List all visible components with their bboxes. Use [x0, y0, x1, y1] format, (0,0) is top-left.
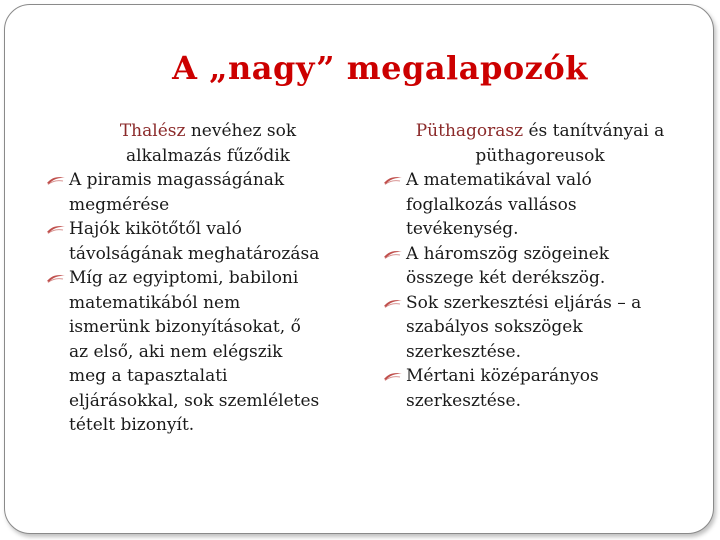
bullet-line: matematikából nem: [69, 292, 241, 313]
list-item: [43, 168, 373, 217]
slide-frame: [4, 4, 714, 534]
bullet-line: Míg az egyiptomi, babiloni: [69, 268, 299, 288]
bullet-line: távolságának meghatározása: [69, 243, 320, 264]
list-item: [380, 168, 700, 242]
right-heading-name: Püthagorasz: [415, 121, 524, 141]
bullet-line: szabályos sokszögek: [406, 317, 583, 337]
slide-title: A „nagy” megalapozók: [172, 49, 588, 87]
right-bullet-list: [380, 168, 700, 413]
left-column-heading: [43, 119, 373, 168]
bullet-line: tételt bizonyít.: [69, 415, 195, 435]
list-item: [380, 291, 700, 365]
list-item: [380, 364, 700, 413]
bullet-line: eljárásokkal, sok szemléletes: [69, 390, 320, 411]
swoosh-icon: [382, 364, 404, 388]
list-item: [380, 242, 700, 291]
bullet-line: szerkesztése.: [406, 390, 521, 411]
bullet-line: ismerünk bizonyításokat, ő: [69, 317, 301, 337]
swoosh-icon: [45, 168, 67, 192]
right-column: [380, 119, 700, 413]
bullet-line: Mértani középarányos: [406, 366, 599, 386]
bullet-line: megmérése: [69, 194, 170, 215]
left-column: [43, 119, 373, 438]
right-heading-rest: és tanítványai a: [523, 121, 665, 141]
list-item: [43, 266, 373, 438]
right-heading-line2: püthagoreusok: [475, 145, 605, 166]
list-item: [43, 217, 373, 266]
bullet-line: Hajók kikötőtől való: [69, 219, 242, 239]
left-heading-rest: nevéhez sok: [185, 121, 297, 141]
right-column-heading: [380, 119, 700, 168]
bullet-line: tevékenység.: [406, 219, 519, 239]
bullet-line: A piramis magasságának: [69, 170, 285, 190]
swoosh-icon: [45, 217, 67, 241]
swoosh-icon: [382, 291, 404, 315]
bullet-line: az első, aki nem elégszik: [69, 341, 283, 362]
bullet-line: A háromszög szögeinek: [406, 243, 610, 264]
swoosh-icon: [382, 168, 404, 192]
bullet-line: szerkesztése.: [406, 341, 521, 362]
left-bullet-list: [43, 168, 373, 438]
swoosh-icon: [382, 242, 404, 266]
left-heading-name: Thalész: [119, 121, 186, 141]
bullet-line: összege két derékszög.: [406, 268, 606, 288]
bullet-line: Sok szerkesztési eljárás – a: [406, 292, 642, 313]
bullet-line: foglalkozás vallásos: [406, 194, 577, 215]
bullet-line: meg a tapasztalati: [69, 366, 228, 386]
bullet-line: A matematikával való: [406, 170, 592, 190]
swoosh-icon: [45, 266, 67, 290]
left-heading-line2: alkalmazás fűződik: [126, 145, 290, 166]
